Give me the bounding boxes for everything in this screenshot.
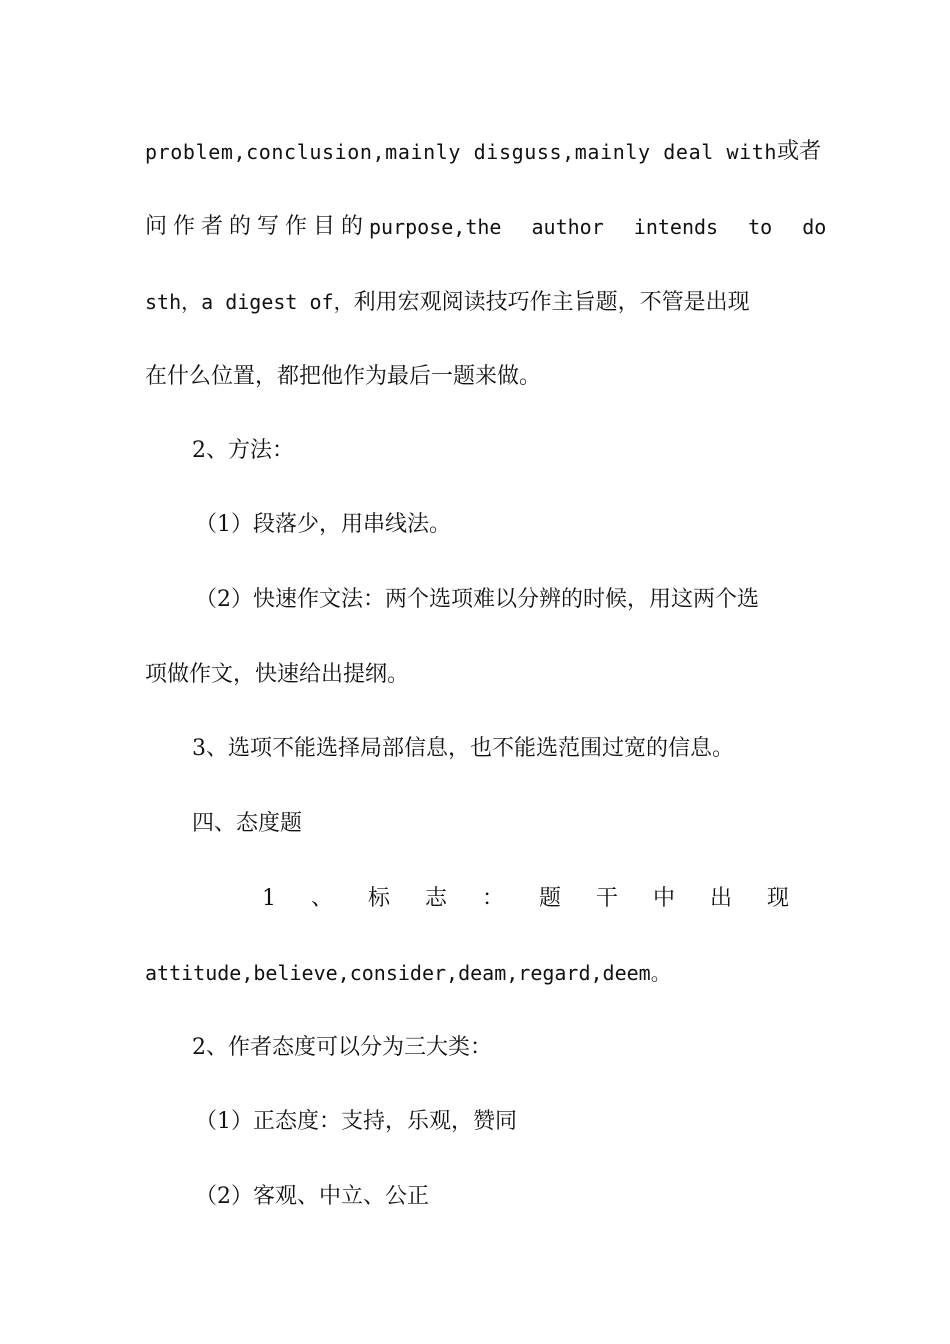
paragraph-line bbox=[145, 287, 805, 318]
paragraph-line bbox=[145, 137, 822, 167]
text-run: purpose,the author intends to do bbox=[369, 215, 827, 239]
paragraph-line bbox=[145, 958, 805, 989]
section-heading: 2、作者态度可以分为三大类： bbox=[192, 1035, 492, 1060]
section-heading: 2、方法： bbox=[192, 438, 294, 463]
text-run: 或者 bbox=[777, 139, 822, 164]
text-run: problem,conclusion,mainly disguss,mainly deal with bbox=[145, 140, 778, 164]
list-item: （2）快速作文法：两个选项难以分辨的时候，用这两个选 bbox=[195, 587, 759, 612]
text-run: sth，a digest of， bbox=[145, 290, 354, 314]
text-run: 问作者的写作目的 bbox=[145, 214, 370, 239]
list-item: （1）正态度：支持，乐观，赞同 bbox=[195, 1109, 517, 1134]
paragraph-line: 1、标志：题干中出现 bbox=[262, 886, 824, 911]
list-item: （1）段落少，用串线法。 bbox=[195, 512, 451, 537]
paragraph-line bbox=[145, 212, 827, 242]
text-run: 利用宏观阅读技巧作主旨题，不管是出现 bbox=[353, 290, 750, 315]
text-run: attitude,believe,consider,deam,regard,deem。 bbox=[145, 961, 671, 985]
paragraph-line: 项做作文，快速给出提纲。 bbox=[145, 662, 410, 687]
paragraph-line: 在什么位置，都把他作为最后一题来做。 bbox=[145, 364, 542, 389]
paragraph-line: 3、选项不能选择局部信息，也不能选范围过宽的信息。 bbox=[192, 736, 734, 761]
list-item: （2）客观、中立、公正 bbox=[195, 1184, 429, 1209]
section-heading: 四、态度题 bbox=[192, 811, 303, 836]
